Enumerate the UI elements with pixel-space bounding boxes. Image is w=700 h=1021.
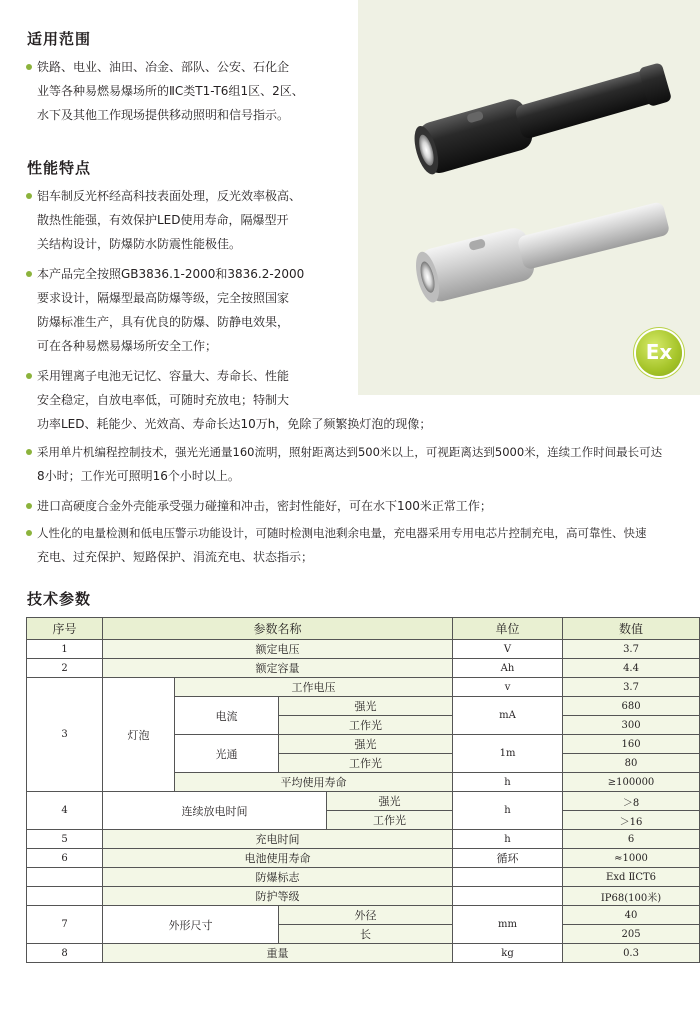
param-name: 平均使用寿命 — [175, 773, 453, 792]
row-no-empty — [27, 868, 103, 887]
bullet-dot-icon — [26, 449, 32, 455]
text-line: 采用单片机编程控制技术，强光光通量160流明，照射距离达到500米以上，可视距离达到5000米，连续工作时间最长可达 — [37, 445, 663, 459]
param-name: 重量 — [103, 944, 453, 963]
value: Exd ⅡCT6 — [563, 868, 700, 887]
unit: h — [453, 792, 563, 830]
text-line: 业等各种易燃易爆场所的ⅡC类T1-T6组1区、2区、 — [37, 84, 304, 98]
bullet-dot-icon — [26, 271, 32, 277]
table-row — [27, 868, 700, 887]
row-no: 7 — [27, 906, 103, 944]
row-no: 5 — [27, 830, 103, 849]
section-title-features: 性能特点 — [27, 159, 92, 177]
unit: 1m — [453, 735, 563, 773]
value: IP68(100米) — [563, 887, 700, 906]
text-line: 进口高硬度合金外壳能承受强力碰撞和冲击，密封性能好，可在水下100米正常工作； — [37, 499, 492, 513]
dimension-label: 外径 — [279, 906, 453, 925]
table-row — [27, 906, 700, 925]
bullet-dot-icon — [26, 503, 32, 509]
row-no: 2 — [27, 659, 103, 678]
row-no: 8 — [27, 944, 103, 963]
header-unit: 单位 — [453, 618, 563, 640]
mode-label: 强光 — [279, 697, 453, 716]
mode-label: 工作光 — [327, 811, 453, 830]
header-param: 参数名称 — [103, 618, 453, 640]
value: ≈1000 — [563, 849, 700, 868]
mode-label: 工作光 — [279, 754, 453, 773]
param-name: 充电时间 — [103, 830, 453, 849]
bullet-dot-icon — [26, 193, 32, 199]
header-value: 数值 — [563, 618, 700, 640]
mode-label: 强光 — [279, 735, 453, 754]
text-line: 防爆标准生产，具有优良的防爆、防静电效果， — [37, 315, 290, 329]
section-title-specs: 技术参数 — [27, 590, 92, 608]
value: 300 — [563, 716, 700, 735]
text-line: 人性化的电量检测和低电压警示功能设计，可随时检测电池剩余电量，充电器采用专用电芯片控制充电，高可靠性、快速 — [37, 526, 647, 540]
table-row — [27, 887, 700, 906]
param-name: 连续放电时间 — [103, 792, 327, 830]
unit-empty — [453, 868, 563, 887]
text-line: 采用锂离子电池无记忆、容量大、寿命长、性能 — [37, 369, 290, 383]
unit: h — [453, 830, 563, 849]
param-name: 工作电压 — [175, 678, 453, 697]
param-name: 外形尺寸 — [103, 906, 279, 944]
unit: 循环 — [453, 849, 563, 868]
row-no: 6 — [27, 849, 103, 868]
param-name: 防护等级 — [103, 887, 453, 906]
bullet-dot-icon — [26, 64, 32, 70]
text-line: 可在各种易燃易爆场所安全工作； — [37, 339, 218, 353]
text-line: 8小时；工作光可照明16个小时以上。 — [37, 469, 240, 483]
text-line: 散热性能强，有效保护LED使用寿命，隔爆型开 — [37, 213, 289, 227]
row-no: 4 — [27, 792, 103, 830]
text-line: 铝车制反光杯经高科技表面处理，反光效率极高、 — [37, 189, 302, 203]
text-line: 要求设计，隔爆型最高防爆等级，完全按照国家 — [37, 291, 290, 305]
value: ＞8 — [563, 792, 700, 811]
unit-empty — [453, 887, 563, 906]
silver-flashlight — [411, 191, 672, 305]
sub-param-name: 电流 — [175, 697, 279, 735]
unit: mA — [453, 697, 563, 735]
unit: V — [453, 640, 563, 659]
text-line: 充电、过充保护、短路保护、涓流充电、状态指示； — [37, 550, 314, 564]
value: 3.7 — [563, 640, 700, 659]
value: 160 — [563, 735, 700, 754]
table-row — [27, 830, 700, 849]
text-line: 关结构设计，防爆防水防震性能极佳。 — [37, 237, 242, 251]
table-row — [27, 640, 700, 659]
value: 680 — [563, 697, 700, 716]
header-no: 序号 — [27, 618, 103, 640]
unit: v — [453, 678, 563, 697]
table-row — [27, 944, 700, 963]
value: 0.3 — [563, 944, 700, 963]
sub-param-name: 光通 — [175, 735, 279, 773]
param-name: 额定容量 — [103, 659, 453, 678]
value: ≥100000 — [563, 773, 700, 792]
value: 40 — [563, 906, 700, 925]
param-name: 防爆标志 — [103, 868, 453, 887]
value: ＞16 — [563, 811, 700, 830]
row-no-empty — [27, 887, 103, 906]
table-row — [27, 678, 700, 697]
text-line: 水下及其他工作现场提供移动照明和信号指示。 — [37, 108, 290, 122]
group-label: 灯泡 — [103, 678, 175, 792]
param-name: 额定电压 — [103, 640, 453, 659]
value: 4.4 — [563, 659, 700, 678]
value: 205 — [563, 925, 700, 944]
param-name: 电池使用寿命 — [103, 849, 453, 868]
section-title-scope: 适用范围 — [27, 30, 92, 48]
dimension-label: 长 — [279, 925, 453, 944]
text-line: 安全稳定，自放电率低，可随时充放电；特制大 — [37, 393, 290, 407]
unit: kg — [453, 944, 563, 963]
mode-label: 强光 — [327, 792, 453, 811]
value: 6 — [563, 830, 700, 849]
value: 80 — [563, 754, 700, 773]
unit: h — [453, 773, 563, 792]
value: 3.7 — [563, 678, 700, 697]
row-no: 3 — [27, 678, 103, 792]
mode-label: 工作光 — [279, 716, 453, 735]
unit: Ah — [453, 659, 563, 678]
bullet-dot-icon — [26, 530, 32, 536]
text-line: 铁路、电业、油田、冶金、部队、公安、石化企 — [37, 60, 290, 74]
table-row — [27, 792, 700, 811]
table-row — [27, 659, 700, 678]
spec-table — [26, 617, 700, 963]
row-no: 1 — [27, 640, 103, 659]
text-line: 本产品完全按照GB3836.1-2000和3836.2-2000 — [37, 267, 305, 281]
explosion-proof-ex-icon: Ex — [636, 330, 682, 376]
text-line: 功率LED、耗能少、光效高、寿命长达10万h，免除了频繁换灯泡的现像； — [37, 417, 432, 431]
table-header-row — [27, 618, 700, 640]
bullet-dot-icon — [26, 373, 32, 379]
table-row — [27, 849, 700, 868]
black-flashlight — [410, 56, 674, 178]
unit: mm — [453, 906, 563, 944]
